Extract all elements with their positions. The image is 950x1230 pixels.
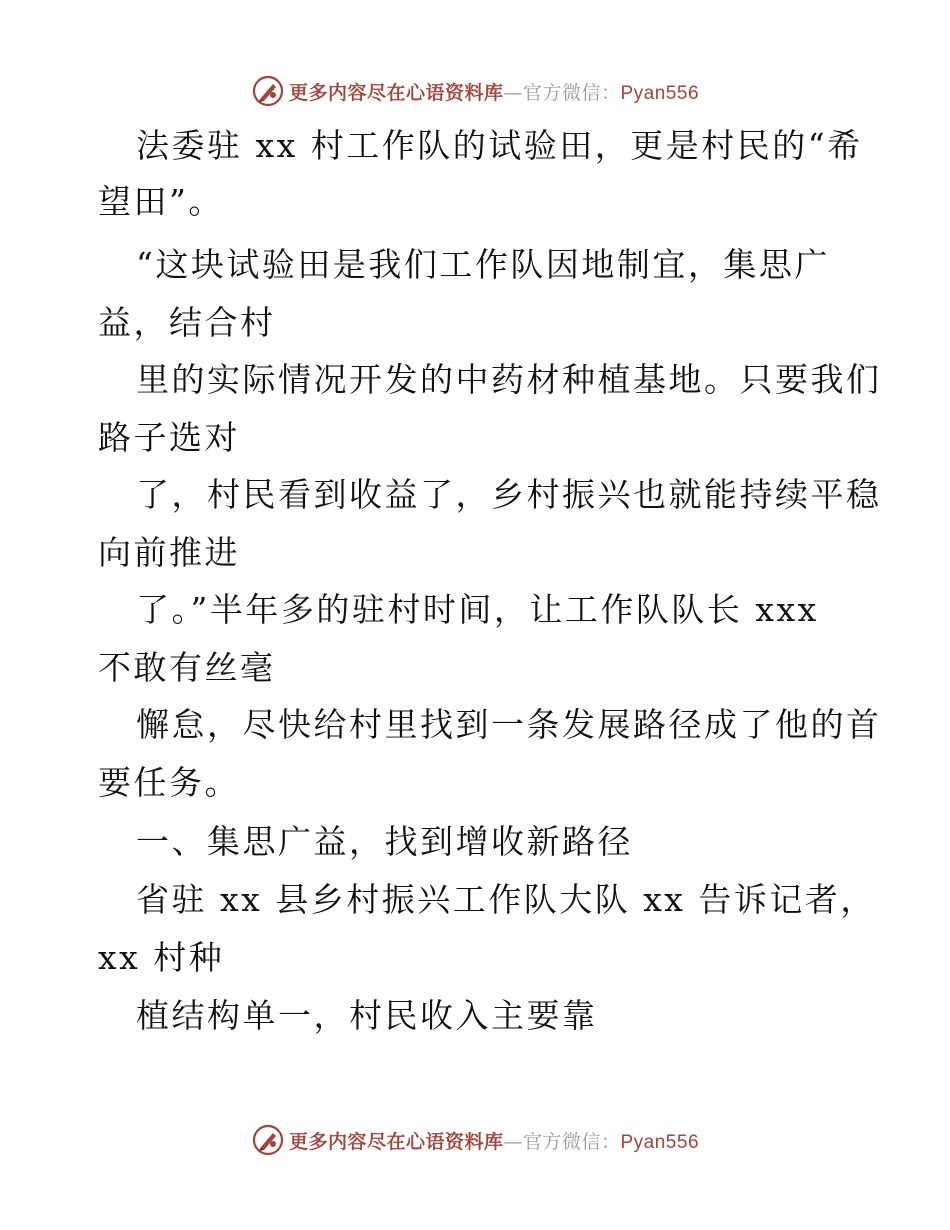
text-line: xx 村种 [98,938,225,977]
text-line: 省驻 xx 县乡村振兴工作队大队 xx 告诉记者， [136,880,876,919]
banner-separator: — [503,1130,523,1153]
text-line: 里的实际情况开发的中药材种植基地。只要我们 [136,360,882,399]
text-line: 了，村民看到收益了，乡村振兴也就能持续平稳 [136,475,882,514]
text-line: 要任务。 [98,763,240,802]
banner-main-text: 更多内容尽在心语资料库 [288,1130,504,1153]
pen-logo-icon [251,1123,285,1157]
text-line: 不敢有丝毫 [98,648,276,687]
banner-wechat-id: Pyan556 [620,1131,700,1153]
footer-banner [0,1120,950,1160]
text-line: “这块试验田是我们工作队因地制宜，集思广 [136,245,830,284]
text-line: 路子选对 [98,418,240,457]
text-line: 植结构单一，村民收入主要靠 [136,996,598,1035]
banner-wechat-label: 官方微信： [522,1130,621,1153]
section-heading: 一、集思广益，找到增收新路径 [136,822,633,861]
banner-wechat-label: 官方微信： [522,81,621,104]
text-line: 望田”。 [98,182,224,221]
text-line: 懈怠，尽快给村里找到一条发展路径成了他的首 [136,705,882,744]
text-line: 益，结合村 [98,303,276,342]
text-line: 法委驻 xx 村工作队的试验田，更是村民的“希 [136,126,863,165]
banner-separator: — [503,81,523,104]
pen-logo-icon [251,74,285,108]
text-line: 了。”半年多的驻村时间，让工作队队长 xxx [136,590,819,629]
banner-main-text: 更多内容尽在心语资料库 [288,81,504,104]
header-banner [0,71,950,111]
banner-wechat-id: Pyan556 [620,82,700,104]
text-line: 向前推进 [98,533,240,572]
